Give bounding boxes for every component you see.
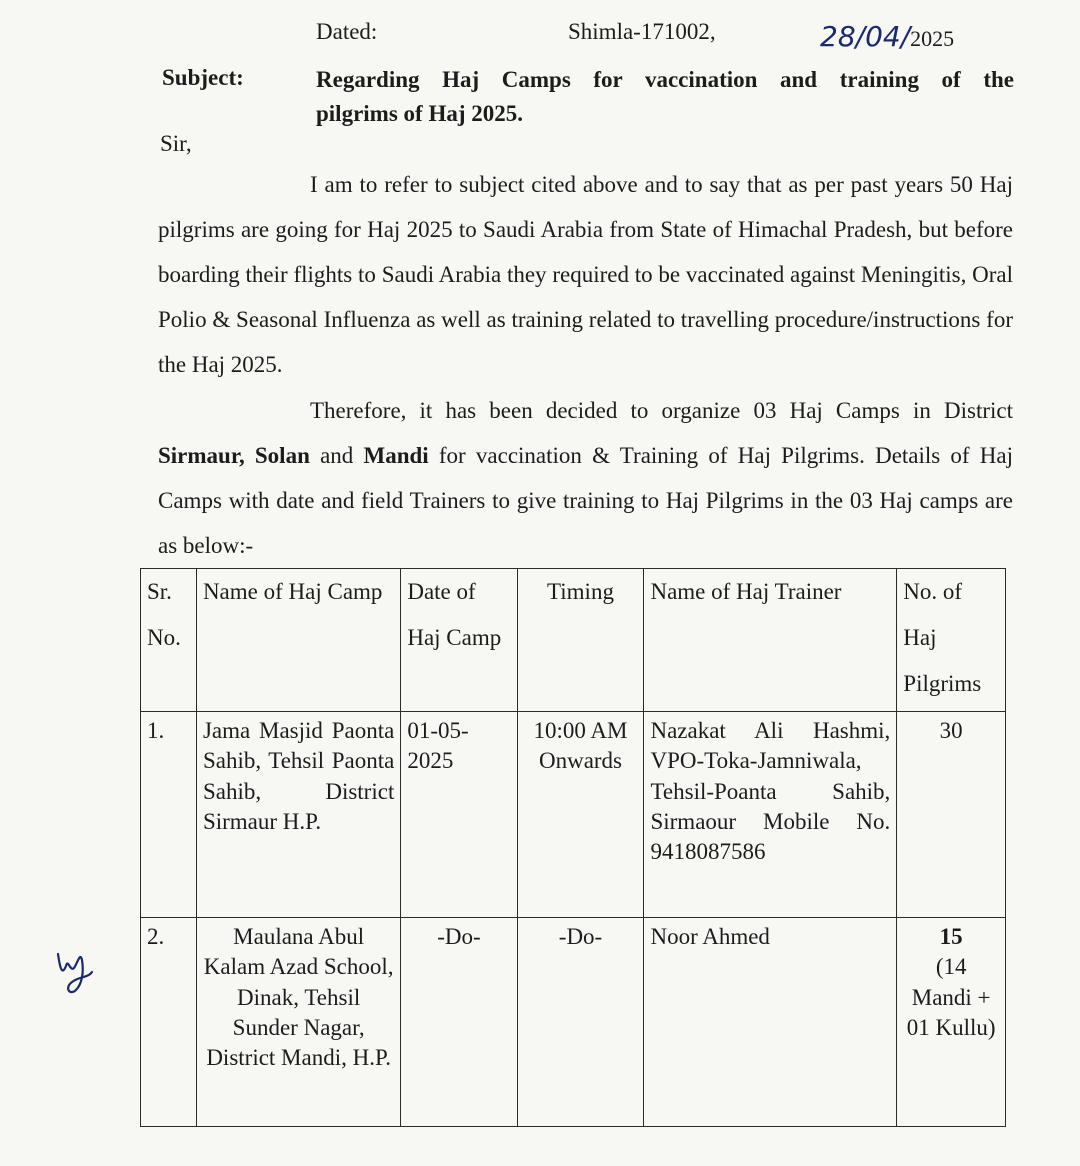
header-date: Date of Haj Camp bbox=[401, 569, 517, 712]
table-row bbox=[141, 918, 1006, 1127]
header-sr-no: Sr. No. bbox=[141, 569, 197, 712]
cell-camp: Maulana Abul Kalam Azad School, Dinak, Tehsil Sunder Nagar, District Mandi, H.P. bbox=[196, 918, 400, 1127]
salutation: Sir, bbox=[160, 131, 192, 156]
paragraph-camps-intro: Therefore, it has been decided to organize 03 Haj Camps in District bbox=[310, 398, 1013, 423]
subject-label: Subject: bbox=[162, 65, 244, 90]
cell-date: -Do- bbox=[401, 918, 517, 1127]
district-sirmaur-solan: Sirmaur, Solan bbox=[158, 443, 310, 468]
cell-count: 30 bbox=[897, 712, 1006, 918]
table-row bbox=[141, 712, 1006, 918]
cell-timing: -Do- bbox=[517, 918, 644, 1127]
cell-trainer: Noor Ahmed bbox=[644, 918, 897, 1127]
table-header-row bbox=[141, 569, 1006, 712]
cell-date: 01-05-2025 bbox=[401, 712, 517, 918]
cell-sr: 1. bbox=[141, 712, 197, 918]
subject-line-2: pilgrims of Haj 2025. bbox=[316, 101, 523, 126]
header-camp-name: Name of Haj Camp bbox=[196, 569, 400, 712]
district-mandi: Mandi bbox=[363, 443, 429, 468]
and-text: and bbox=[309, 443, 364, 468]
cell-count-group bbox=[897, 918, 1006, 1127]
cell-count-note: (14 Mandi + 01 Kullu) bbox=[906, 954, 996, 1041]
cell-trainer: Nazakat Ali Hashmi, VPO-Toka-Jamniwala, Tehsil-Poanta Sahib, Sirmaour Mobile No. 9418087586 bbox=[644, 712, 897, 918]
haj-camps-table bbox=[140, 568, 1006, 1127]
header-timing: Timing bbox=[517, 569, 644, 712]
header-pilgrims: No. of Haj Pilgrims bbox=[897, 569, 1006, 712]
paragraph-camps-rest: for vaccination & Training of Haj Pilgrims. Details of Haj Camps with date and field Trainers to give training to Haj Pilgrims in the 03 Haj camps are as below:- bbox=[158, 443, 1013, 558]
dated-label: Dated: bbox=[316, 19, 378, 44]
place: Shimla-171002, bbox=[568, 19, 716, 44]
cell-count: 15 bbox=[939, 924, 963, 949]
paragraph-intro: I am to refer to subject cited above and to say that as per past years 50 Haj pilgrims are going for Haj 2025 to Saudi Arabia from State of Himachal Pradesh, but before boarding their flights to Saudi Arabia they required to be vaccinated against Meningitis, Oral Polio & Seasonal Influenza as well as training related to travelling procedure/instructions for the Haj 2025. bbox=[158, 172, 1013, 377]
initials-mark bbox=[52, 942, 100, 1000]
paragraph-camps bbox=[158, 388, 1013, 568]
cell-camp: Jama Masjid Paonta Sahib, Tehsil Paonta Sahib, District Sirmaur H.P. bbox=[196, 712, 400, 918]
subject-line-1: Regarding Haj Camps for vaccination and training of the bbox=[316, 67, 1014, 92]
cell-timing: 10:00 AM Onwards bbox=[517, 712, 644, 918]
date-field bbox=[820, 20, 954, 53]
handwritten-date: 28/04/ bbox=[820, 20, 911, 53]
date-year: 2025 bbox=[910, 26, 955, 51]
cell-sr: 2. bbox=[141, 918, 197, 1127]
header-trainer: Name of Haj Trainer bbox=[644, 569, 897, 712]
